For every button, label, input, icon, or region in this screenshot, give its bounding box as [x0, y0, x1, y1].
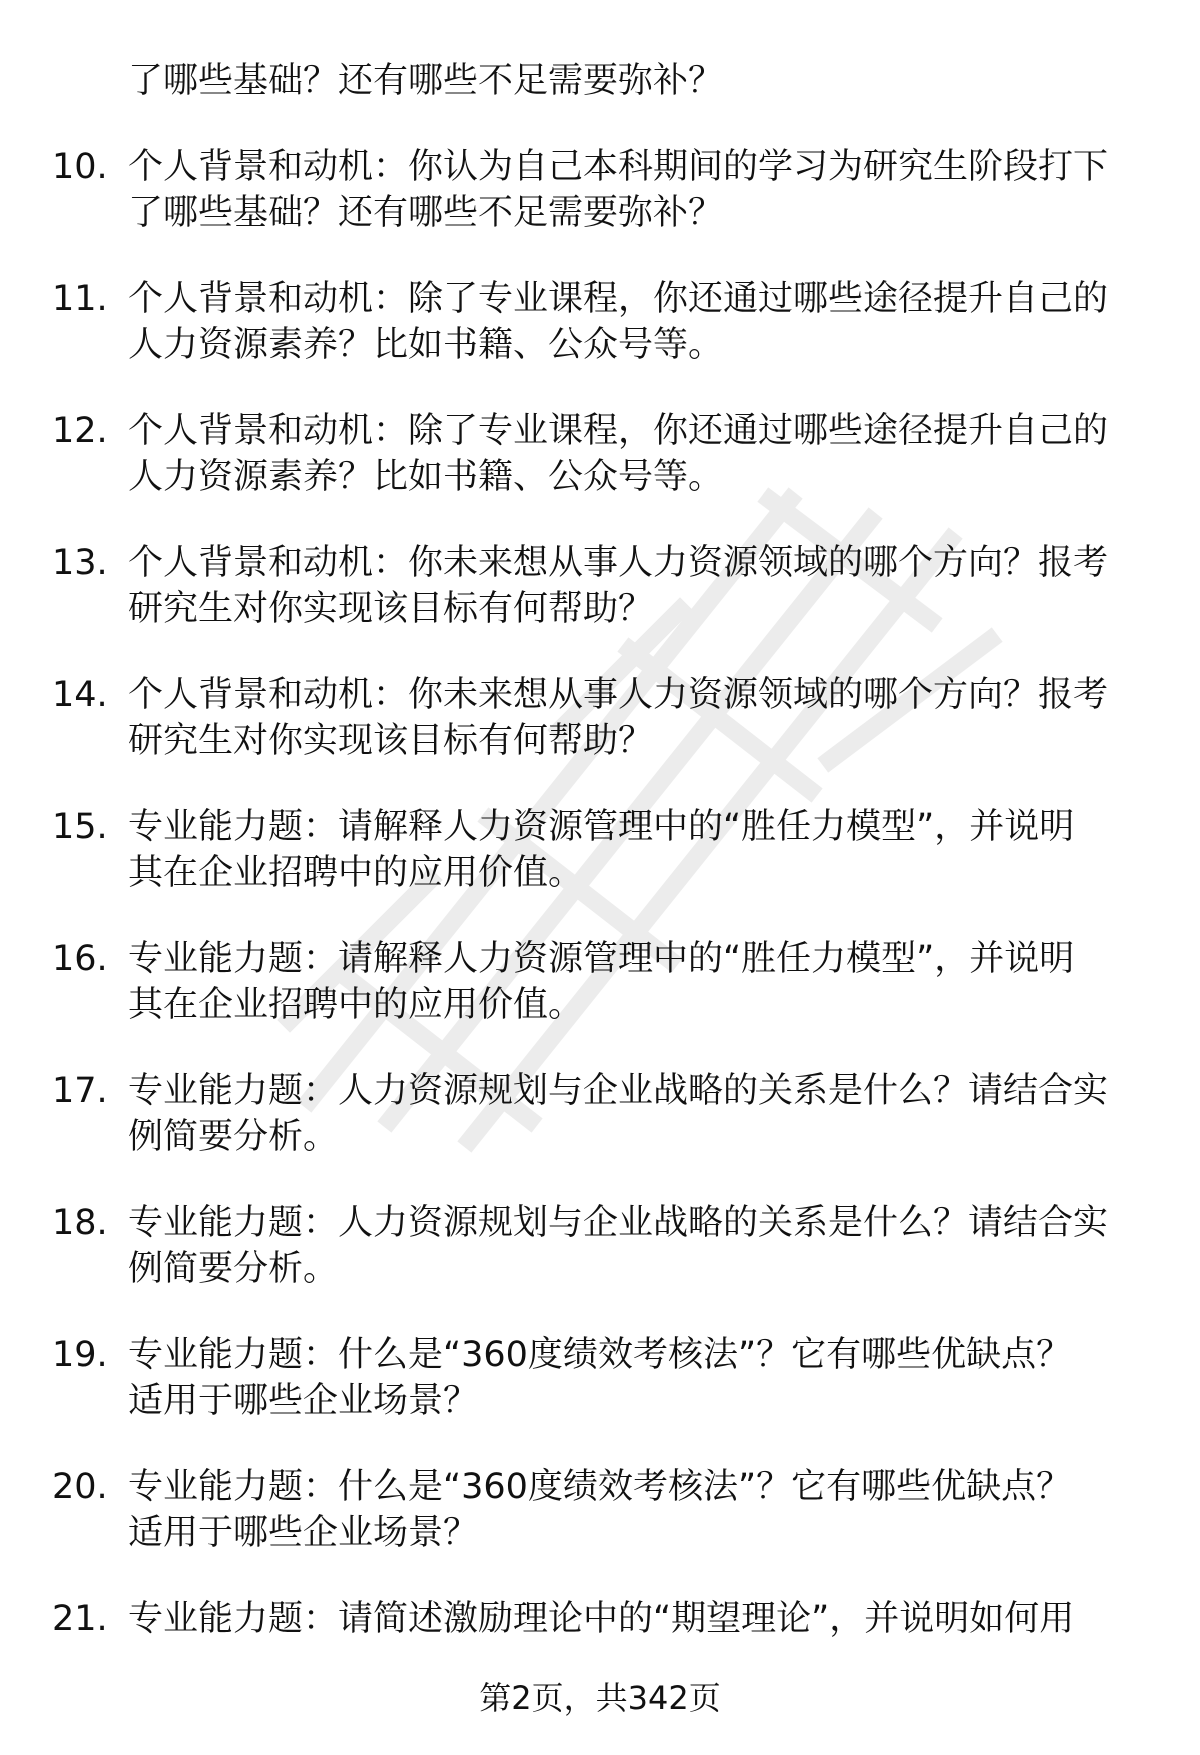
- question-list: [0, 58, 1200, 1642]
- item-text: 个人背景和动机：除了专业课程，你还通过哪些途径提升自己的: [128, 411, 1109, 451]
- list-item: [0, 408, 1200, 500]
- item-text: 专业能力题：什么是“360度绩效考核法”？它有哪些优缺点？: [128, 1467, 1072, 1507]
- item-number: 15.: [52, 807, 108, 847]
- item-text: 例简要分析。: [128, 1249, 339, 1289]
- list-item: [0, 144, 1200, 236]
- list-item: [0, 936, 1200, 1028]
- item-text: 专业能力题：人力资源规划与企业战略的关系是什么？请结合实: [128, 1203, 1109, 1243]
- continued-text: 了哪些基础？还有哪些不足需要弥补？: [128, 61, 724, 101]
- item-number: 18.: [52, 1203, 108, 1243]
- item-text: 专业能力题：请简述激励理论中的“期望理论”，并说明如何用: [128, 1599, 1075, 1639]
- item-text: 个人背景和动机：你认为自己本科期间的学习为研究生阶段打下: [128, 147, 1109, 187]
- item-number: 12.: [52, 411, 108, 451]
- item-number: 21.: [52, 1599, 108, 1639]
- item-text: 专业能力题：请解释人力资源管理中的“胜任力模型”，并说明: [128, 939, 1075, 979]
- page-number-footer: 第2页，共342页: [479, 1679, 721, 1717]
- item-text: 个人背景和动机：你未来想从事人力资源领域的哪个方向？报考: [128, 675, 1109, 715]
- item-number: 11.: [52, 279, 108, 319]
- item-text: 专业能力题：人力资源规划与企业战略的关系是什么？请结合实: [128, 1071, 1109, 1111]
- list-item: [0, 1200, 1200, 1292]
- item-text: 研究生对你实现该目标有何帮助？: [128, 721, 654, 761]
- item-number: 20.: [52, 1467, 108, 1507]
- item-number: 14.: [52, 675, 108, 715]
- item-text: 人力资源素养？比如书籍、公众号等。: [128, 325, 724, 365]
- item-text: 例简要分析。: [128, 1117, 339, 1157]
- item-text: 了哪些基础？还有哪些不足需要弥补？: [128, 193, 724, 233]
- item-text: 其在企业招聘中的应用价值。: [128, 985, 584, 1025]
- list-item: [0, 672, 1200, 764]
- item-text: 个人背景和动机：你未来想从事人力资源领域的哪个方向？报考: [128, 543, 1109, 583]
- item-number: 19.: [52, 1335, 108, 1375]
- item-text: 人力资源素养？比如书籍、公众号等。: [128, 457, 724, 497]
- item-text: 其在企业招聘中的应用价值。: [128, 853, 584, 893]
- list-item: [0, 1332, 1200, 1424]
- list-item: [0, 276, 1200, 368]
- list-item: [0, 804, 1200, 896]
- list-item: [0, 1596, 1200, 1642]
- item-text: 专业能力题：请解释人力资源管理中的“胜任力模型”，并说明: [128, 807, 1075, 847]
- item-number: 16.: [52, 939, 108, 979]
- item-text: 适用于哪些企业场景？: [128, 1513, 479, 1553]
- item-text: 专业能力题：什么是“360度绩效考核法”？它有哪些优缺点？: [128, 1335, 1072, 1375]
- list-item: [0, 1464, 1200, 1556]
- item-text: 适用于哪些企业场景？: [128, 1381, 479, 1421]
- item-number: 10.: [52, 147, 108, 187]
- item-text: 研究生对你实现该目标有何帮助？: [128, 589, 654, 629]
- list-item: [0, 540, 1200, 632]
- list-item: [0, 1068, 1200, 1160]
- item-text: 个人背景和动机：除了专业课程，你还通过哪些途径提升自己的: [128, 279, 1109, 319]
- item-number: 13.: [52, 543, 108, 583]
- item-number: 17.: [52, 1071, 108, 1111]
